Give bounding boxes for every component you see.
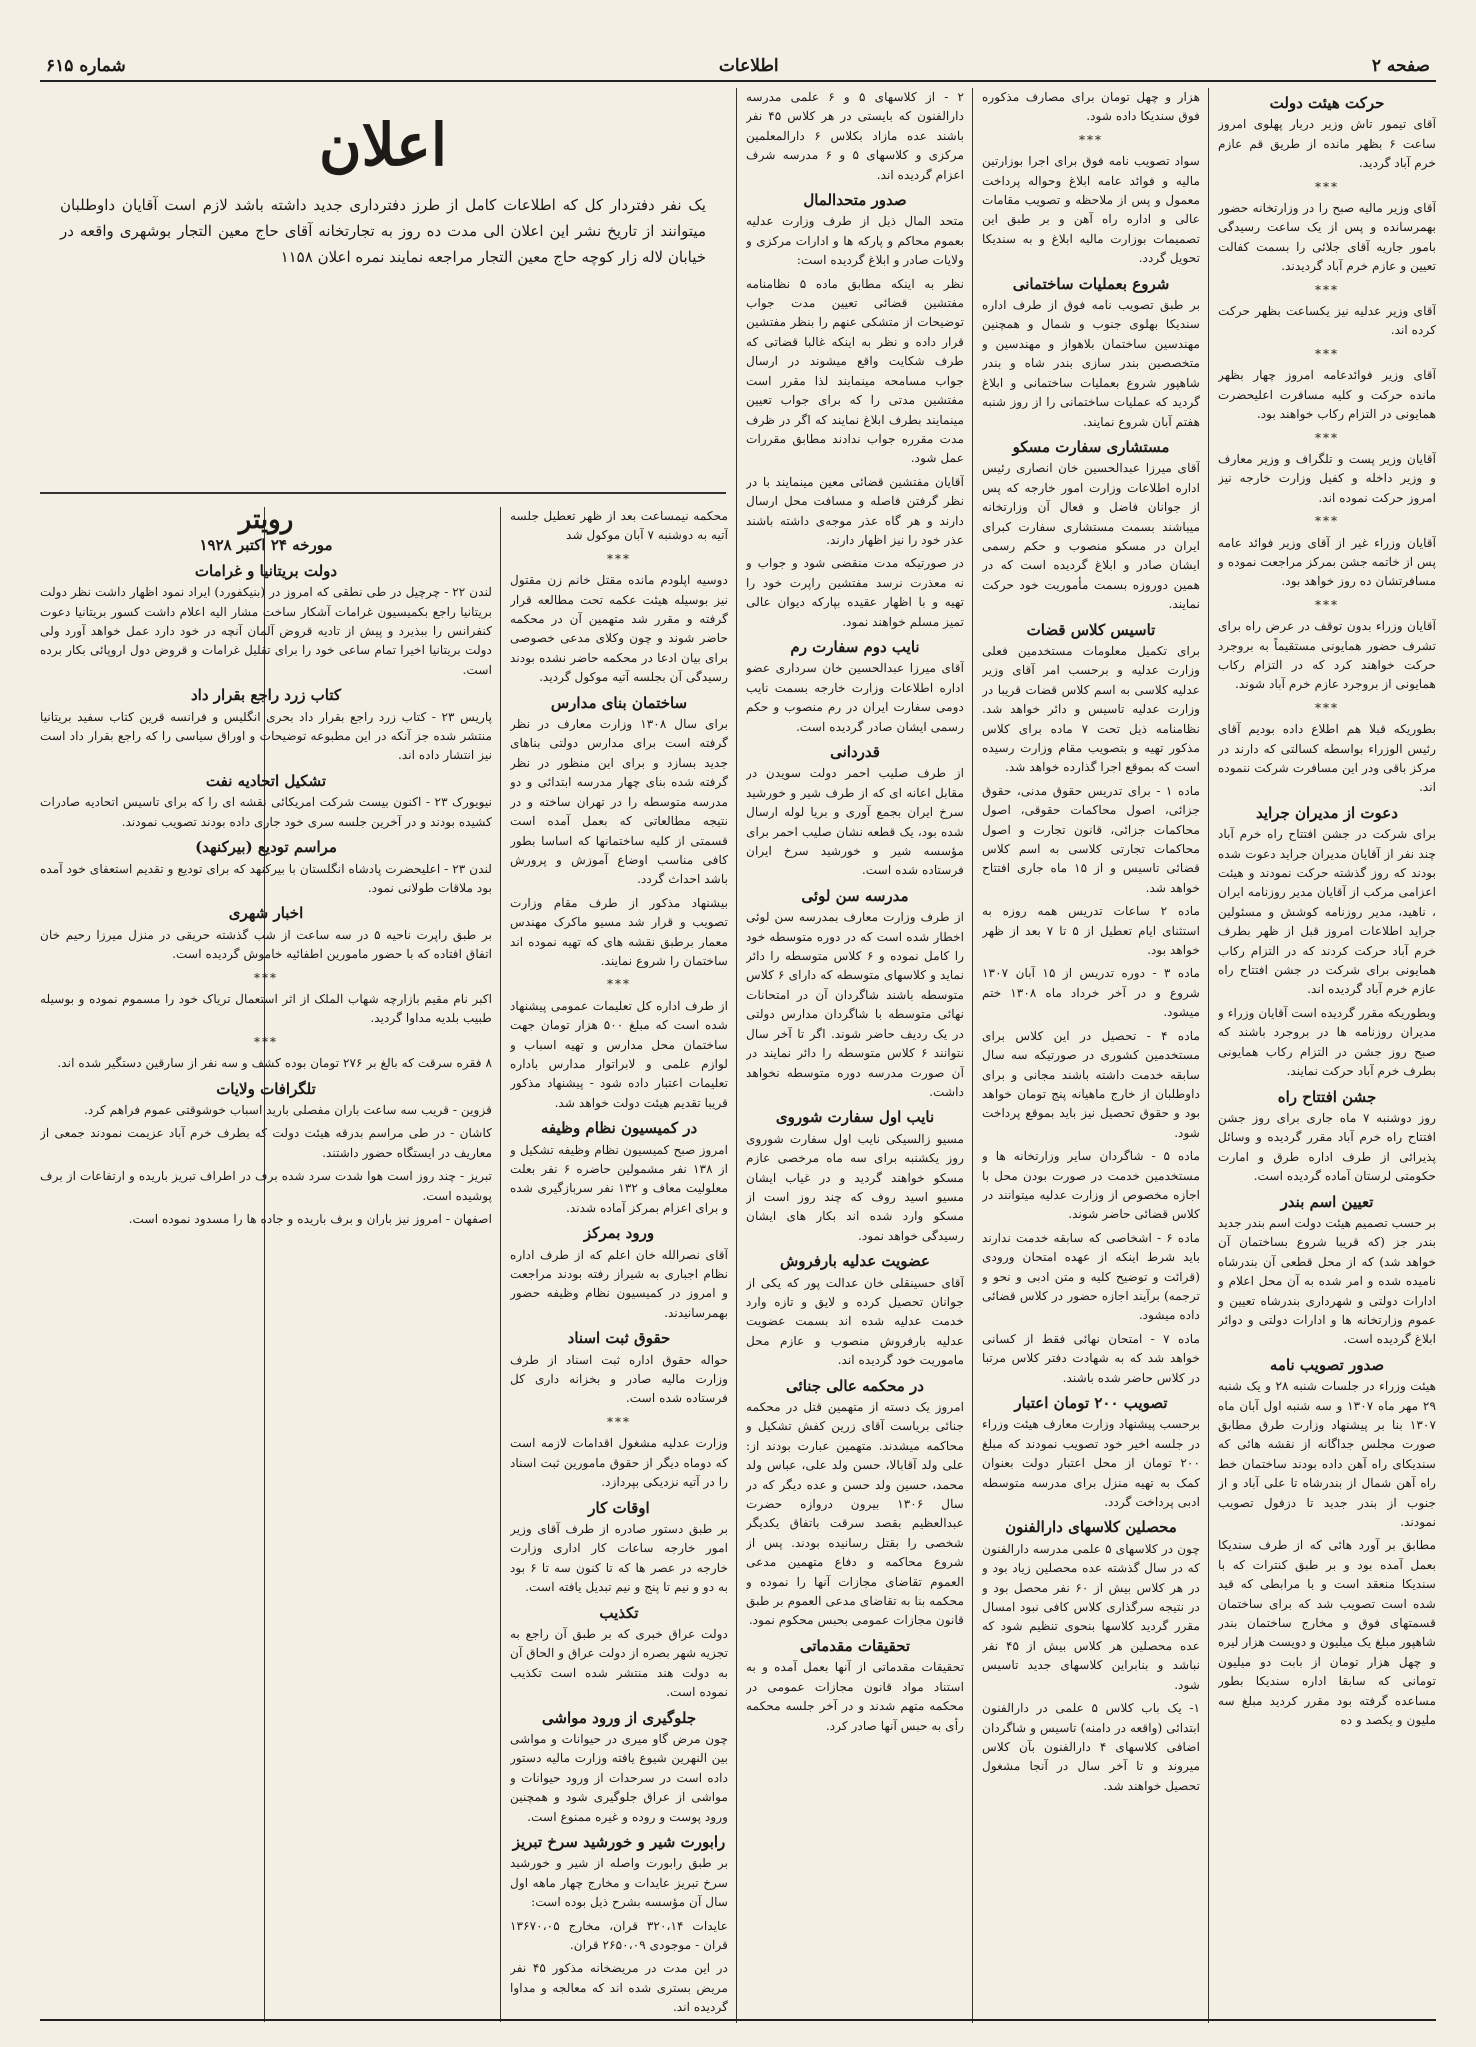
headline: حرکت هیئت دولت xyxy=(1269,94,1385,112)
article-text: امروز یک دسته از متهمین قتل در محکمه جنائی بریاست آقای زرین کفش تشکیل و محاکمه میشدند. متهمین عبارت بودند از: علی ولد آقابالا، حسن ولد علی، عباس ولد محمد، حسین ولد حسن و عده دیگر که در سال ۱۳۰۶ بیرون دروازه حضرت عبدالعظیم بقصد سرقت باتفاق یکدیگر شخصی را بقتل رسانیده بودند. پس از شروع محاکمه و دفاع متهمین مدعی العموم تقاضای مجازات آنها را نموده و محکمه بنا به تقاضای مدعی العموم بر طبق قانون مجازات عمومی بحبس محکوم نمود. xyxy=(746,1400,964,1628)
article-text: لندن ۲۳ - اعلیحضرت پادشاه انگلستان با بیرکنهد که برای تودیع و تقدیم استعفای خود آمده بود ملاقات طولانی نمود. xyxy=(40,861,492,895)
column-4 xyxy=(510,507,728,2017)
article-text: چون مرض گاو میری در حیوانات و مواشی بین النهرین شیوع یافته وزارت مالیه دستور داده است در سرحدات از ورود حیوانات و مواشی از عراق جلوگیری شود و همچنین ورود پوست و روده و غیره ممنوع است. xyxy=(510,1731,728,1824)
article-text: بر طبق رابورت واصله از شیر و خورشید سرخ تبریز عایدات و مخارج چهار ماهه اول سال آن مؤسسه بشرح ذیل بوده است: xyxy=(510,1856,728,1910)
headline: مستشاری سفارت مسکو xyxy=(1012,437,1170,456)
article-text: آقای وزیر عدلیه نیز یکساعت بظهر حرکت کرده اند. xyxy=(1218,304,1436,338)
article-text: برای شرکت در جشن افتتاح راه خرم آباد چند نفر از آقایان مدیران جراید دعوت شده بودند که روز گذشته حرکت نمودند و هیئت اعزامی مرکب از آقایان مدیر روزنامه ایران ، ناهید، مدیر روزنامه کوشش و مسئولین جراید اطلاعات امروز قبل از ظهر بطرف خرم آباد حرکت کردند که در التزام رکاب همایونی برای شرکت در جشن افتتاح راه عازم خرم آباد گردیده اند. xyxy=(1218,827,1436,997)
separator: *** xyxy=(607,1414,631,1429)
column-2 xyxy=(982,88,1200,2018)
column-1 xyxy=(1218,88,1436,2018)
article-text: لندن ۲۲ - چرچیل در طی نطقی که امروز در (بنیکفورد) ایراد نمود اظهار داشت نظر دولت بریتانیا راجع بکمیسیون غرامات آشکار ساخت مشار الیه اعلام داشت کسور بریتانیا دعوت کنفرانس را ببذیرد و پیش از تادیه قروض آلمان آنچه در خود دارد عمل خواهد آورد ولی دولت بریتانیا اخیرا تمام ساعی خود را برای تقلیل غرامات و قروض دول اروپائی بکار برده است. xyxy=(40,585,492,677)
headline: دعوت از مدیران جراید xyxy=(1256,803,1398,822)
column-5 xyxy=(40,507,492,2017)
article-text: نظر به اینکه مطابق ماده ۵ نظامنامه مفتشین قضائی تعیین مدت جواب توضیحات از متشکی عنهم را بنظر مفتشین قرار داده و نظر به اینکه غالبا قضاتی که طرف شکایت واقع میشوند در ارسال جواب مسامحه مینمایند لذا مقرر است مفتشین مدتی را که برای جواب تعیین مینمایند بطرف ابلاغ نمایند که اگر در ظرف مدت مقرره جواب ندادند مطابق مقررات عمل شود. xyxy=(746,276,964,466)
article-text: بر طبق راپرت ناحیه ۵ در سه ساعت از شب گذشته حریقی در منزل میرزا رحیم خان اتفاق افتاده که با حضور مامورین اطفائیه خاموش گردیده است. xyxy=(40,927,492,962)
newspaper-name: اطلاعات xyxy=(718,56,779,76)
article-text: عایدات ۳۲۰،۱۴ قران، مخارج ۱۳۶۷۰،۰۵ قران - موجودی ۲۶۵۰،۰۹ قران. xyxy=(510,1918,728,1953)
article-text: آقای حسینقلی خان عدالت پور که یکی از جوانان تحصیل کرده و لایق و تازه وارد خدمت عدلیه شده اند بسمت عضویت عدلیه بارفروش منصوب و عازم محل ماموریت خود گردیده اند. xyxy=(746,1275,964,1368)
announcement-title: اعلان xyxy=(319,111,447,179)
article-text: وزارت عدلیه مشغول اقدامات لازمه است که دوماه دیگر از حقوق مامورین ثبت اسناد را در آتیه نزدیکی بپردازد. xyxy=(510,1436,728,1490)
column-divider xyxy=(500,507,501,2022)
article-text: ماده ۲ ساعات تدریس همه روزه به استثنای ایام تعطیل از ۵ تا ۷ بعد از ظهر خواهد بود. xyxy=(982,904,1200,958)
article-text: بر طبق دستور صادره از طرف آقای وزیر امور خارجه ساعات کار اداری وزارت خارجه در عصر ها که تا کنون سه تا ۶ بود به دو و نیم تا پنج و نیم تبدیل یافته است. xyxy=(510,1521,728,1595)
article-text: ۲ - از کلاسهای ۵ و ۶ علمی مدرسه دارالفنون که بایستی در هر کلاس ۴۵ نفر باشند عده مازاد بکلاس ۶ دارالمعلمین مرکزی و کلاسهای ۵ و ۶ مدرسه شرف اعزام گردیده اند. xyxy=(746,90,964,182)
article-text: متحد المال ذیل از طرف وزارت عدلیه بعموم محاکم و پارکه ها و ادارات مرکزی و ولایات صادر و ابلاغ گردیده است: xyxy=(746,214,964,268)
article-text: آقایان وزیر پست و تلگراف و وزیر معارف و وزیر داخله و کفیل وزارت خارجه نیز امروز حرکت نموده اند. xyxy=(1218,451,1436,505)
article-text: از طرف اداره کل تعلیمات عمومی پیشنهاد شده است که مبلغ ۵۰۰ هزار تومان جهت ساختمان محل مدارس و تهیه اسباب و لوازم علمی و لابراتوار مدارس باداره تعلیمات اعتبار داده شود - پیشنهاد مذکور قریبا تقدیم هیئت دولت خواهد شد. xyxy=(510,998,728,1110)
article-text: اصفهان - امروز نیز باران و برف باریده و جاده ها را مسدود نموده است. xyxy=(128,1212,492,1226)
page-header xyxy=(40,52,1436,82)
headline: نایب اول سفارت شوروی xyxy=(775,1108,935,1127)
article-text: سواد تصویب نامه فوق برای اجرا بوزارتین مالیه و فوائد عامه ابلاغ وحواله پرداخت معمول و پس از ملاحظه و تصویب مقامات عالی و اداره راه آهن و بر طبق این تصمیمات بوزارت مالیه ابلاغ و به سندیکا تحویل گردد. xyxy=(982,154,1200,266)
article-text: آقای وزیر فوائدعامه امروز چهار بظهر مانده حرکت و کلیه مسافرت اعلیحضرت همایونی در التزام رکاب خواهند بود. xyxy=(1218,368,1436,422)
article-text: ماده ۳ - دوره تدریس از ۱۵ آبان ۱۳۰۷ شروع و در آخر خرداد ماه ۱۳۰۸ ختم میشود. xyxy=(982,966,1200,1020)
article-text: آقایان وزراء بدون توقف در عرض راه برای تشرف حضور همایونی مستقیماً به بروجرد حرکت خواهند کرد که در التزام رکاب همایونی از بروجرد عازم خرم آباد شوند. xyxy=(1218,619,1436,692)
headline: نایب دوم سفارت رم xyxy=(790,637,920,656)
column-divider xyxy=(972,88,973,2023)
headline: جشن افتتاح راه xyxy=(1277,1087,1377,1106)
article-text: محکمه نیمساعت بعد از ظهر تعطیل جلسه آتیه به دوشنبه ۷ آبان موکول شد xyxy=(510,509,728,543)
separator: *** xyxy=(1079,132,1103,147)
headline: تشکیل اتحادیه نفت xyxy=(205,771,327,790)
article-text: هیئت وزراء در جلسات شنبه ۲۸ و یک شنبه ۲۹ مهر ماه ۱۳۰۷ و سه شنبه اول آبان ماه ۱۳۰۷ بنا بر پیشنهاد وزارت طرق مطابق صورت مجلس جداگانه از نقشه هائی که سندیکای راه آهن داده بودند ساختمان خط راه آهن شمال از بندرشاه تا علی آباد و از جنوب از بندر جدید تا دزفول تصویب نمودند. xyxy=(1218,1379,1436,1530)
article-text: ماده ۷ - امتحان نهائی فقط از کسانی خواهد شد که به شهادت دفتر کلاس مرتبا در کلاس حاضر شده باشند. xyxy=(982,1331,1200,1385)
headline: تعیین اسم بندر xyxy=(1280,1192,1374,1211)
article-text: چون در کلاسهای ۵ علمی مدرسه دارالفنون که در سال گذشته عده محصلین زیاد بود و در هر کلاس بیش از ۶۰ نفر محصل بود و در نتیجه سرگذاری کلاس کافی نبود امسال مقرر گردید کلاسها بنحوی تنظیم شود که عده محصلین هر کلاس بیش از ۴۵ نفر نباشد و بنابراین کلاسهای جدید تاسیس شود. xyxy=(982,1541,1200,1692)
article-text: ماده ۶ - اشخاصی که سابقه خدمت ندارند باید شرط اینکه از عهده امتحان ورودی (قرائت و توضیح کلیه و متن ادبی و نحو و ترجمه) برآیند اجازه حضور در کلاس قضائی داده میشود. xyxy=(982,1230,1200,1323)
headline: رابورت شیر و خورشید سرخ تبریز xyxy=(512,1833,726,1851)
article-text: بر حسب تصمیم هیئت دولت اسم بندر جدید بندر جز (که قریبا شروع بساختمان آن خواهد شد) که از محل قطعی آن بندرشاه نامیده شده و امر شده به آن محل اعلام و ادارات دولتی و شهرداری بندرشاه تعیین و عموم وزارتخانه ها و ادارات دولتی و دوائر ابلاغ گردیده است. xyxy=(1218,1215,1436,1347)
article-text: ماده ۵ - شاگردان سایر وزارتخانه ها و مستخدمین خدمت در صورت بودن محل با اجازه مخصوص از وزارت عدلیه میتوانند در کلاس قضائی حاضر شوند. xyxy=(982,1149,1200,1222)
headline: شروع بعملیات ساختمانی xyxy=(1012,274,1170,293)
separator: *** xyxy=(1315,514,1339,529)
article-text: آقایان مفتشین قضائی معین مینمایند با در نظر گرفتن فاصله و مسافت محل ارسال دارند و هر گاه عذر موجه‌ی داشته باشند عذر خود را نیز اظهار دارند. xyxy=(746,474,964,547)
article-text: برای تکمیل معلومات مستخدمین فعلی وزارت عدلیه و برحسب امر آقای وزیر عدلیه کلاسی به اسم کلاس قضات قریبا در وزارت عدلیه تاسیس و دائر خواهد شد. نظامنامه ذیل تحت ۷ ماده برای کلاس مذکور تهیه و بتصویب مقام وزارت رسیده است که بموقع اجرا گذارده خواهد شد. xyxy=(982,643,1200,775)
headline: در کمیسیون نظام وظیفه xyxy=(540,1119,698,1138)
article-text: دولت عراق خبری که بر طبق آن راجع به تجزیه شهر بصره از دولت عراق و الحاق آن به دولت هند منتشر شده است تکذیب نموده است. xyxy=(510,1626,728,1700)
headline: در محکمه عالی جنائی xyxy=(786,1376,924,1395)
newspaper-page xyxy=(40,52,1436,2027)
article-text: از طرف صلیب احمر دولت سویدن در مقابل اعانه ای که از طرف شیر و خورشید سرخ ایران بجمع آوری و بریا لوله ارسال شده بود، یک قطعه نشان صلیب احمر برای مؤسسه شیر و خورشید سرخ ایران فرستاده شده است. xyxy=(746,766,964,878)
article-text: آقای وزیر مالیه صبح را در وزارتخانه حضور بهمرسانده و پس از یک ساعت رسیدگی بامور جاریه آقای جلائی را بسمت کفالت تعیین و عازم خرم آباد گردیدند. xyxy=(1218,201,1436,274)
headline: اوقات کار xyxy=(588,1498,650,1517)
separator: *** xyxy=(1315,430,1339,445)
article-text: ماده ۴ - تحصیل در این کلاس برای مستخدمین کشوری در صورتیکه سه سال سابقه خدمت داشته باشند مجانی و برای داوطلبان از خارج ماهیانه پنج تومان خواهد بود و حقوق تحصیل نیز باید بموقع پرداخت شود. xyxy=(982,1028,1200,1140)
article-text: مطابق بر آورد هائی که از طرف سندیکا بعمل آمده بود و بر طبق کنترات که با سندیکا منعقد است و با مرابطی که قید شده است تصویب شد که برای ساختمان قسمتهای فوق و مخارج ساختمان بندر شاهپور مبلغ یک میلیون و دویست هزار لیره و چهل هزار تومان از بابت دو میلیون تومانی که سابقا اداره سندیکا بطور مساعده گرفته بود مقرر کردید مبلغ سه ملیون و یکصد و ده xyxy=(1218,1538,1436,1728)
article-text: وبطوریکه مقرر گردیده است آقایان وزراء و مدیران روزنامه ها در بروجرد باشند که صبح روز جشن در التزام رکاب همایونی بطرف خرم آباد حرکت نمایند. xyxy=(1218,1005,1436,1079)
column-3 xyxy=(746,88,964,2018)
page-bottom-rule xyxy=(40,2019,1436,2021)
separator: *** xyxy=(1315,346,1339,361)
headline: قدردانی xyxy=(830,743,880,761)
article-text: از طرف وزارت معارف بمدرسه سن لوئی اخطار شده است که در دوره متوسطه خود را کامل نموده و ۶ کلاس متوسطه را دائر نماید و کلاسهای متوسطه که دارای ۶ کلاس متوسطه باشند شاگردان آن در امتحانات نهائی متوسطه با شاگردان مدارس دولتی در یک ردیف حاضر شوند. اگر تا آخر سال نتوانند ۶ کلاس متوسطه را دائر نمایند در آن صورت مدرسه دوره متوسطه نخواهد داشت. xyxy=(746,910,964,1099)
separator: *** xyxy=(607,551,631,566)
headline: ساختمان بنای مدارس xyxy=(550,693,688,712)
section-date: مورخه ۲۴ اکتبر ۱۹۲۸ xyxy=(199,536,333,555)
separator: *** xyxy=(1315,282,1339,297)
article-text: پاریس ۲۳ - کتاب زرد راجع بقرار داد بحری انگلیس و فرانسه قرین کتاب سفید بریتانیا منتشر شده جز آنکه در این مطبوعه توضیحات و اوراق سیاسی را که راجع بقرار داد است نیز انتشار داده اند. xyxy=(40,709,492,763)
separator: *** xyxy=(1315,179,1339,194)
article-text: آقای میرزا عبدالحسین خان سرداری عضو اداره اطلاعات وزارت خارجه بسمت نایب دومی سفارت ایران در رم منصوب و حکم رسمی ایشان صادر گردیده است. xyxy=(746,661,964,734)
article-text: امروز صبح کمیسیون نظام وظیفه تشکیل و از ۱۳۸ نفر مشمولین حاضره ۶ نفر بعلت معلولیت معاف و ۱۳۲ نفر سربازگیری شده و برای اعزام بمرکز آماده شدند. xyxy=(510,1142,728,1215)
headline: کتاب زرد راجع بقرار داد xyxy=(190,686,342,705)
article-text: در صورتیکه مدت منقضی شود و جواب و نه معذرت نرسد مفتشین راپرت خود را تهیه و با اظهار عقیده بپارکه دیوان عالی تمیز مسلم خواهند نمود. xyxy=(746,556,964,629)
article-text: دوسیه اپلودم مانده مقتل خانم زن مقتول نیز بوسیله هیئت عکمه تحت مطالعه قرار گرفته و مقرر شد متهمین آن در محکمه حاضر شوند و چون وکلای مدعی خصوصی برای بیان ادعا در محکمه حاضر نشده بودند رسیدگی آن بجلسه آتیه موکول گردید. xyxy=(510,573,728,685)
article-text: نیویورک ۲۳ - اکنون بیست شرکت امریکائی نقشه ای را که برای تاسیس اتحادیه صادرات کشیده بودند و در آخرین جلسه سری خود جاری داده بودند تصویب نمودند. xyxy=(40,795,492,829)
article-text: در این مدت در مریضخانه مذکور ۴۵ نفر مریض بستری شده اند که معالجه و مداوا گردیده اند. xyxy=(510,1961,728,2015)
separator: *** xyxy=(1315,700,1339,715)
article-text: مسیو زالسیکی نایب اول سفارت شوروی روز یکشنبه برای سه ماه مرخصی عازم مسکو خواهند گردید و در غیاب ایشان مسیو اسید روف که چند روز است از مسکو وارد شده اند بکار های ایشان رسیدگی خواهد نمود. xyxy=(746,1131,964,1243)
article-text: حواله حقوق اداره ثبت اسناد از طرف وزارت مالیه صادر و بخزانه داری کل فرستاده شده است. xyxy=(510,1352,728,1406)
article-text: ۱- یک باب کلاس ۵ علمی در دارالفنون ابتدائی (واقعه در دامنه) تاسیس و شاگردان اضافی کلاسهای ۴ دارالفنون بآن کلاس میروند و تا آخر سال در آنجا مشغول تحصیل خواهند شد. xyxy=(982,1701,1200,1793)
article-text: برحسب پیشنهاد وزارت معارف هیئت وزراء در جلسه اخیر خود تصویب نمودند که مبلغ ۲۰۰ تومان از محل اعتبار دولت بعنوان کمک به تهیه منزل برای مدرسه متوسطه ادبی پرداخت گردد. xyxy=(982,1417,1200,1510)
article-text: ۸ فقره سرقت که بالغ بر ۲۷۶ تومان بوده کشف و سه نفر از سارقین دستگیر شده اند. xyxy=(57,1056,492,1071)
column-divider xyxy=(1208,88,1209,2023)
article-text: تبریز - چند روز است هوا شدت سرد شده برف در اطراف تبریز باریده و ارتفاعات از برف پوشیده است. xyxy=(40,1169,492,1203)
article-text: آقای میرزا عبدالحسین خان انصاری رئیس اداره اطلاعات وزارت امور خارجه که پس از جوانان فاضل و فعال آن وزارتخانه میباشند بسمت مستشاری سفارت کبرای ایران در مسکو منصوب و حکم رسمی ایشان صادر و ابلاغ گردیده است که در همین دوروزه بسمت مأموریت خود حرکت نمایند. xyxy=(982,461,1200,612)
issue-number: شماره ۶۱۵ xyxy=(46,56,126,76)
headline: اخبار شهری xyxy=(228,904,304,923)
article-text: قزوین - قریب سه ساعت باران مفصلی بارید اسباب خوشوقتی عموم فراهم کرد. xyxy=(83,1102,492,1117)
separator: *** xyxy=(254,1034,278,1049)
headline: تلگرافات ولایات xyxy=(216,1079,316,1098)
article-text: آقایان وزراء غیر از آقای وزیر فوائد عامه پس از خاتمه جشن بمرکز مراجعت نموده و مسافرتشان ده روز خواهد بود. xyxy=(1218,535,1436,589)
article-text: بر طبق تصویب نامه فوق از طرف اداره سندیکا بهلوی جنوب و شمال و همچنین مهندسین ساختمان بلاهواز و مهندسین و متخصصین بندر سازی بندر شاه و بندر شاهپور شروع بعملیات ساختمانی و ابلاغ گردید که عملیات ساختمانی را از روز شنبه هفتم آبان شروع نمایند. xyxy=(982,298,1200,429)
article-text: روز دوشنبه ۷ ماه جاری برای روز جشن افتتاح راه خرم آباد مقرر گردیده و وسائل پذیرائی از طرف اداره طرق و امارت حکومتی لرستان آماده گردیده است. xyxy=(1218,1110,1436,1184)
headline: صدور متحدالمال xyxy=(803,191,907,210)
article-text: ماده ۱ - برای تدریس حقوق مدنی، حقوق جزائی، اصول محاکمات حقوقی، اصول محاکمات جزائی، قانون تجارت و اصول محاکمات تجارتی کلاسی به اسم کلاس قضائی تاسیس و از ۱۵ ماه جاری افتتاح خواهد شد. xyxy=(982,783,1200,895)
announcement-box xyxy=(40,92,726,494)
headline: محصلین کلاسهای دارالفنون xyxy=(1005,1518,1177,1537)
headline: جلوگیری از ورود مواشی xyxy=(541,1708,697,1727)
headline: ورود بمرکز xyxy=(583,1224,655,1243)
announcement-text: یک نفر دفتردار کل که اطلاعات کامل از طرز دفترداری جدید داشته باشد لازم است آقایان داوطلبان میتوانند از تاریخ نشر این اعلان الی مدت ده روز به تجارتخانه آقای حاج معین التجار بوشهری واقعه در خیابان لاله زار کوچه حاج معین التجار مراجعه نمایند نمره اعلان ۱۱۵۸ xyxy=(60,196,706,266)
page-number: صفحه ۲ xyxy=(1371,56,1430,76)
article-text: آقای نصرالله خان اعلم که از طرف اداره نظام اجباری به شیراز رفته بودند مراجعت و امروز در کمیسیون نظام وظیفه حضور بهمرسانیدند. xyxy=(510,1247,728,1320)
column-divider xyxy=(736,88,737,2023)
headline: مدرسه سن لوئی xyxy=(801,886,909,905)
headline: تحقیقات مقدماتی xyxy=(799,1636,911,1655)
article-text: بطوریکه قبلا هم اطلاع داده بودیم آقای رئیس الوزراء بواسطه کسالتی که دارند در مرکز باقی ودر این مسافرت شرکت ننموده اند. xyxy=(1218,722,1436,795)
headline: عضویت عدلیه بارفروش xyxy=(779,1252,930,1271)
headline: دولت بریتانیا و غرامات xyxy=(194,561,338,580)
headline: صدور تصویب نامه xyxy=(1269,1355,1385,1374)
headline: تصویب ۲۰۰ تومان اعتبار xyxy=(1014,1394,1168,1412)
article-text: کاشان - در طی مراسم بدرقه هیئت دولت که بطرف خرم آباد عزیمت نمودند جمعی از معاریف در ایستگاه حضور داشتند. xyxy=(40,1126,492,1160)
headline: حقوق ثبت اسناد xyxy=(567,1329,671,1348)
separator: *** xyxy=(607,977,631,992)
article-text: آقای تیمور تاش وزیر دربار پهلوی امروز ساعت ۶ بظهر مانده از طریق قم عازم خرم آباد گردید. xyxy=(1218,117,1436,171)
article-text: اکبر نام مقیم بازارچه شهاب الملک از اثر استعمال تریاک خود را مسموم نموده و بوسیله طبیب بلدیه مداوا گردید. xyxy=(40,991,492,1026)
separator: *** xyxy=(254,970,278,985)
headline: مراسم تودیع (بیرکنهد) xyxy=(195,838,337,857)
headline: تکذیب xyxy=(599,1603,639,1622)
article-text: برای سال ۱۳۰۸ وزارت معارف در نظر گرفته است برای مدارس دولتی بناهای جدید بسازد و برای این منظور در نظر گرفته شده بنای چهار مدرسه ابتدائی و دو مدرسه متوسطه را در تهران ساخته و در نتیجه مطالعاتی که بعمل آمده است قسمتی از کلیه ساختمانها که اساسا بطور کافی مناسب اوضاع آموزش و پرورش باشد احداث گردد. xyxy=(510,717,728,887)
headline: تاسیس کلاس قضات xyxy=(1026,620,1156,639)
section-title-reuters: رویتر xyxy=(238,507,294,535)
article-text: هزار و چهل تومان برای مصارف مذکوره فوق سندیکا داده شود. xyxy=(982,90,1200,124)
article-text: بیشنهاد مذکور از طرف مقام وزارت تصویب و قرار شد مسیو ماکرک مهندس معمار برطبق نقشه های که تهیه نموده اند ساختمان را شروع نمایند. xyxy=(510,895,728,968)
article-text: تحقیقات مقدماتی از آنها بعمل آمده و به استناد مواد قانون مجازات عمومی در محکمه متهم شدند و در آخر جلسه محکمه رأی به حبس آنها صادر کرد. xyxy=(746,1660,964,1733)
separator: *** xyxy=(1315,597,1339,612)
